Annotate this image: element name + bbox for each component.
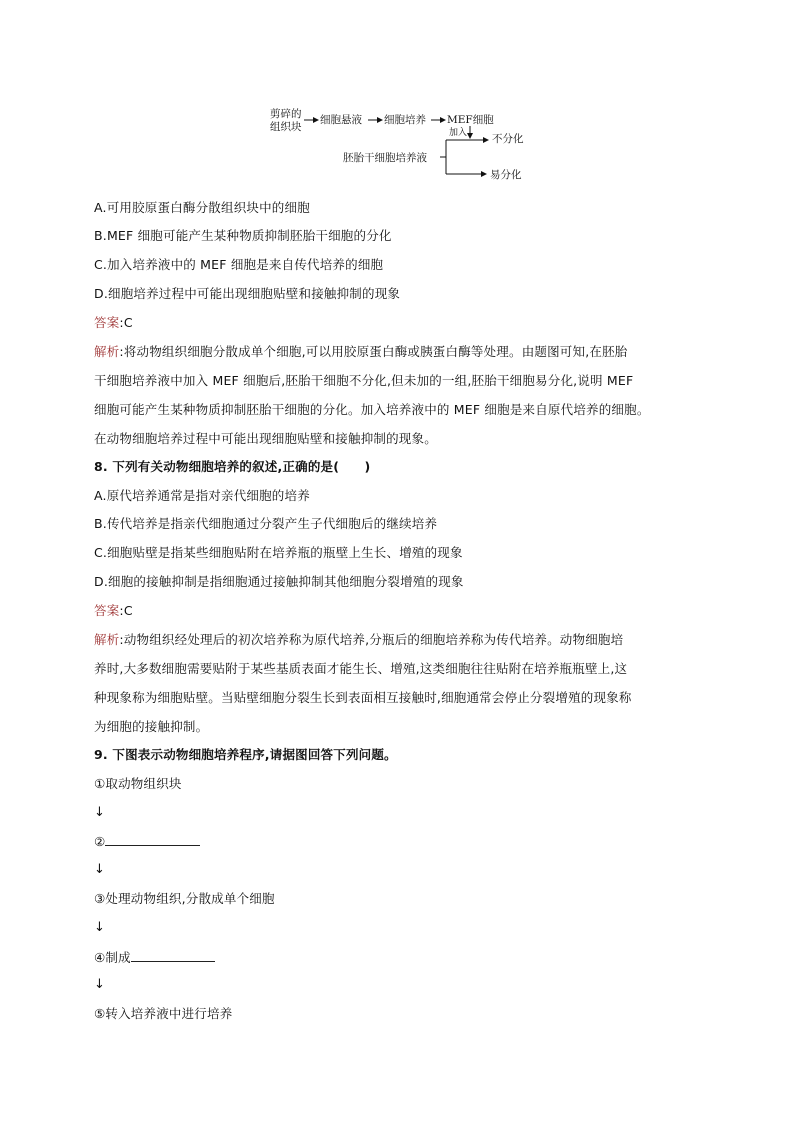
q9-arrow-3: ↓: [94, 920, 106, 935]
diagram-arrows: [0, 0, 794, 200]
q8-analysis-line-2: 养时,大多数细胞需要贴附于某些基质表面才能生长、增殖,这类细胞往往贴附在培养瓶瓶壁上,这: [94, 661, 628, 676]
diagram-branch-bottom: 易分化: [490, 169, 522, 181]
q9-step-2-label: ②: [94, 834, 106, 849]
q7-analysis-line-2: 干细胞培养液中加入 MEF 细胞后,胚胎干细胞不分化,但未加的一组,胚胎干细胞易分化,说明 MEF: [94, 373, 634, 388]
q9-step-4-label: ④制成: [94, 950, 131, 965]
q8-analysis-line-4: 为细胞的接触抑制。: [94, 719, 209, 734]
q8-option-c: C.细胞贴壁是指某些细胞贴附在培养瓶的瓶壁上生长、增殖的现象: [94, 545, 463, 560]
q7-analysis-line-4: 在动物细胞培养过程中可能出现细胞贴壁和接触抑制的现象。: [94, 431, 437, 446]
q9-step-5: ⑤转入培养液中进行培养: [94, 1006, 233, 1021]
q7-answer-value: :C: [119, 315, 133, 330]
q8-analysis-line-3: 种现象称为细胞贴壁。当贴壁细胞分裂生长到表面相互接触时,细胞通常会停止分裂增殖的现象称: [94, 690, 632, 705]
diagram-start-line2: 组织块: [270, 121, 302, 133]
diagram-node-suspension: 细胞悬液: [320, 114, 362, 126]
q7-option-a: A.可用胶原蛋白酶分散组织块中的细胞: [94, 200, 310, 215]
diagram-start-line1: 剪碎的: [270, 108, 302, 120]
q7-answer: [94, 315, 133, 331]
q9-step-3: ③处理动物组织,分散成单个细胞: [94, 891, 275, 906]
q7-analysis-line-3: 细胞可能产生某种物质抑制胚胎干细胞的分化。加入培养液中的 MEF 细胞是来自原代培养的细胞。: [94, 402, 650, 417]
q7-analysis-text-1: :将动物组织细胞分散成单个细胞,可以用胶原蛋白酶或胰蛋白酶等处理。由题图可知,在胚胎: [119, 344, 628, 359]
q8-answer-value: :C: [119, 603, 133, 618]
q9-blank-4[interactable]: [131, 949, 215, 962]
diagram-node-mef: MEF细胞: [447, 114, 494, 126]
q9-blank-2[interactable]: [105, 833, 200, 846]
diagram-node-culture: 细胞培养: [384, 114, 426, 126]
q8-analysis-text-1: :动物组织经处理后的初次培养称为原代培养,分瓶后的细胞培养称为传代培养。动物细胞培: [119, 632, 624, 647]
q9-step-2: [94, 833, 200, 850]
diagram-medium: 胚胎干细胞培养液: [343, 152, 427, 164]
q8-analysis-line-1: [94, 632, 623, 648]
q8-stem: 8. 下列有关动物细胞培养的叙述,正确的是( ): [94, 459, 371, 474]
q7-option-c: C.加入培养液中的 MEF 细胞是来自传代培养的细胞: [94, 257, 384, 272]
q7-answer-label: 答案: [94, 315, 120, 330]
q7-option-d: D.细胞培养过程中可能出现细胞贴壁和接触抑制的现象: [94, 286, 401, 301]
q8-option-a: A.原代培养通常是指对亲代细胞的培养: [94, 488, 310, 503]
q8-option-b: B.传代培养是指亲代细胞通过分裂产生子代细胞后的继续培养: [94, 516, 438, 531]
q9-arrow-2: ↓: [94, 862, 106, 877]
flow-diagram: [0, 0, 794, 200]
q8-answer-label: 答案: [94, 603, 120, 618]
q8-analysis-label: 解析: [94, 632, 120, 647]
q7-analysis-label: 解析: [94, 344, 120, 359]
q9-arrow-1: ↓: [94, 805, 106, 820]
q9-step-4: [94, 949, 215, 966]
q9-arrow-4: ↓: [94, 977, 106, 992]
q8-option-d: D.细胞的接触抑制是指细胞通过接触抑制其他细胞分裂增殖的现象: [94, 574, 464, 589]
q9-step-1: ①取动物组织块: [94, 776, 182, 791]
q9-stem: 9. 下图表示动物细胞培养程序,请据图回答下列问题。: [94, 747, 397, 762]
q8-answer: [94, 603, 133, 619]
diagram-branch-top: 不分化: [492, 133, 524, 145]
q7-option-b: B.MEF 细胞可能产生某种物质抑制胚胎干细胞的分化: [94, 228, 392, 243]
q7-analysis-line-1: [94, 344, 627, 360]
diagram-add-label: 加入: [449, 128, 468, 138]
